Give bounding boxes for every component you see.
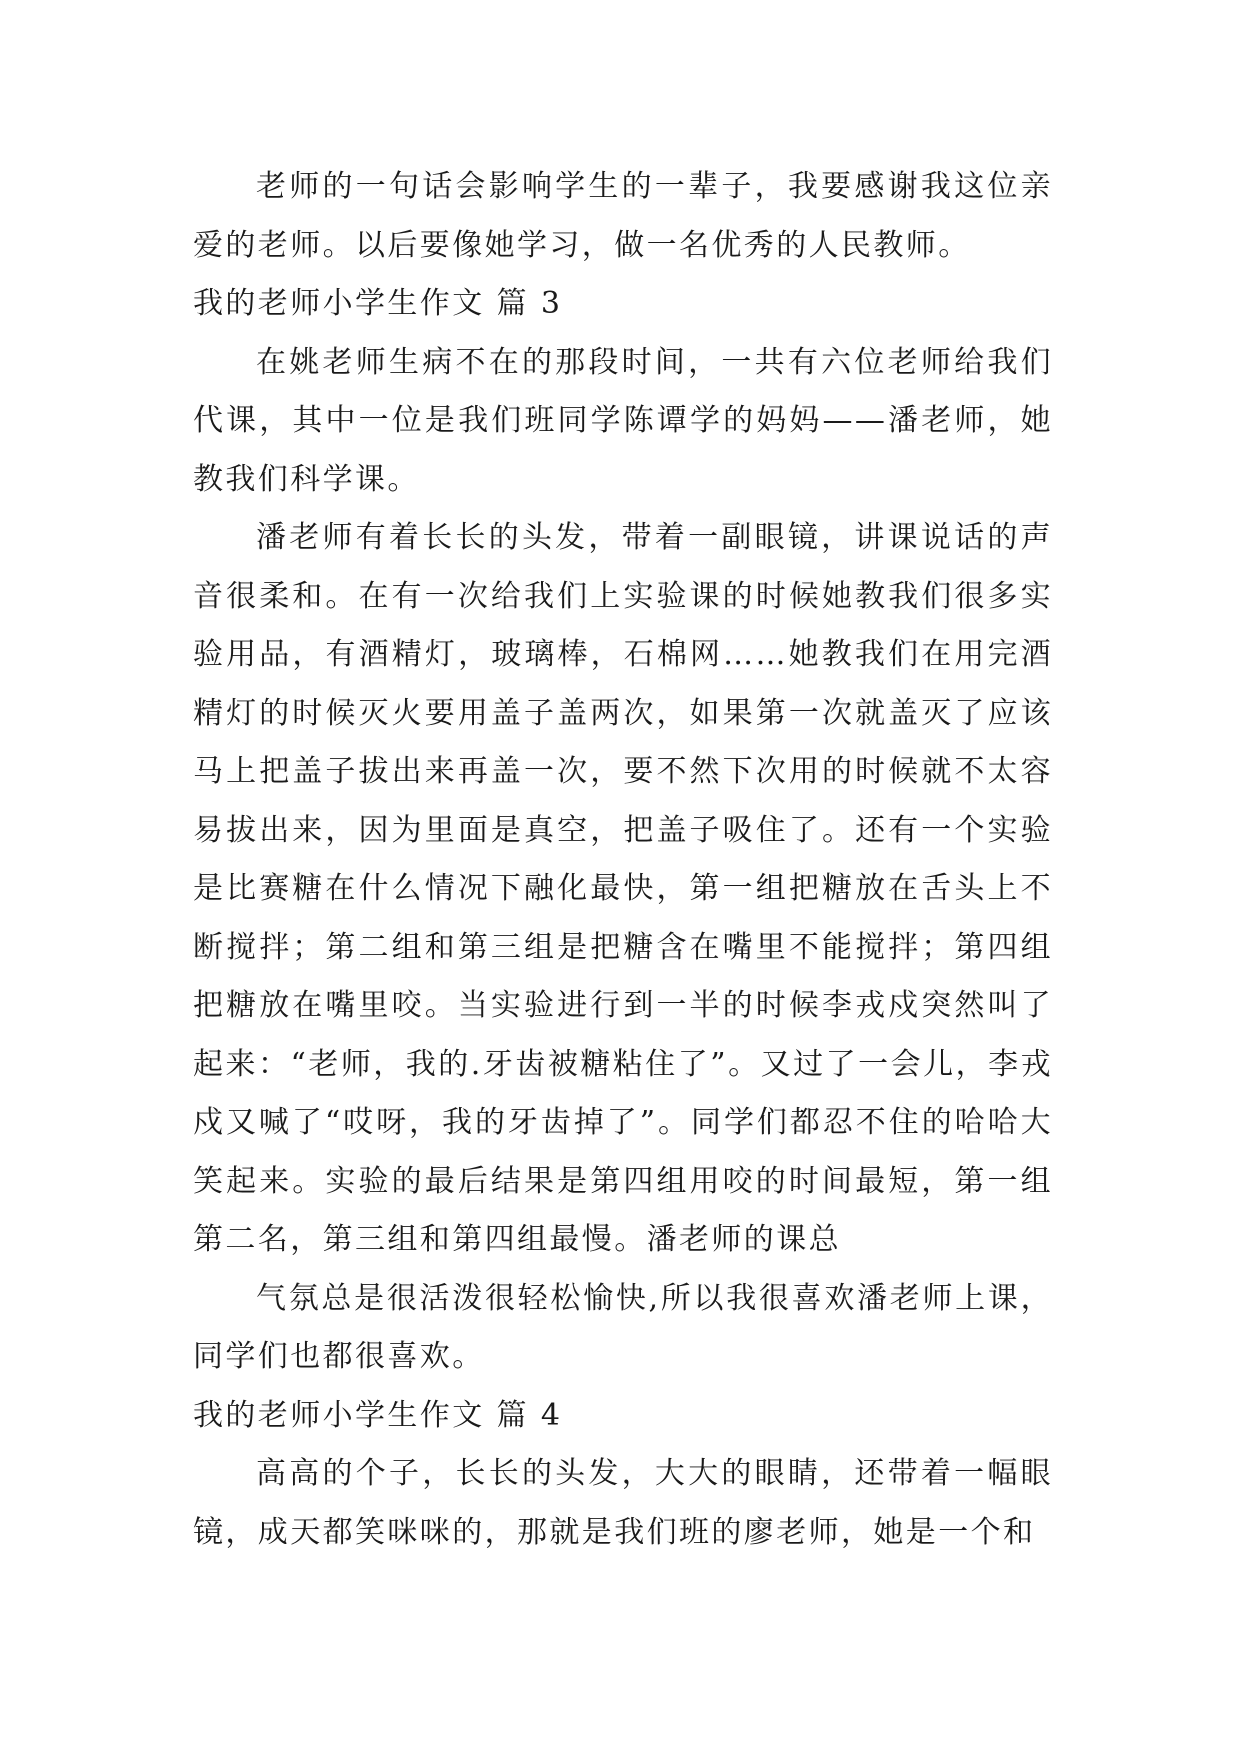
essay-heading: 我的老师小学生作文 篇 4 bbox=[193, 1397, 563, 1433]
paragraph: 在姚老师生病不在的那段时间，一共有六位老师给我们代课，其中一位是我们班同学陈谭学的妈妈——潘老师，她教我们科学课。 bbox=[193, 344, 1053, 497]
paragraph: 高高的个子，长长的头发，大大的眼睛，还带着一幅眼镜，成天都笑咪咪的，那就是我们班的廖老师，她是一个和 bbox=[193, 1456, 1053, 1550]
document-page bbox=[193, 158, 1053, 1562]
essay-heading: 我的老师小学生作文 篇 3 bbox=[193, 286, 563, 321]
paragraph: 潘老师有着长长的头发，带着一副眼镜，讲课说话的声音很柔和。在有一次给我们上实验课的时候她教我们很多实验用品，有酒精灯，玻璃棒，石棉网……她教我们在用完酒精灯的时候灭火要用盖子盖两次，如果第一次就盖灭了应该马上把盖子拔出来再盖一次，要不然下次用的时候就不太容易拔出来，因为里面是真空，把盖子吸住了。还有一个实验是比赛糖在什么情况下融化最快，第一组把糖放在舌头上不断搅拌；第二组和第三组是把糖含在嘴里不能搅拌；第四组把糖放在嘴里咬。当实验进行到一半的时候李戎戍突然叫了起来：“老师，我的.牙齿被糖粘住了”。又过了一会儿，李戎戍又喊了“哎呀，我的牙齿掉了”。同学们都忍不住的哈哈大笑起来。实验的最后结果是第四组用咬的时间最短，第一组第二名，第三组和第四组最慢。潘老师的课总 bbox=[193, 520, 1053, 1257]
paragraph: 气氛总是很活泼很轻松愉快,所以我很喜欢潘老师上课，同学们也都很喜欢。 bbox=[193, 1280, 1053, 1374]
paragraph: 老师的一句话会影响学生的一辈子，我要感谢我这位亲爱的老师。以后要像她学习，做一名优秀的人民教师。 bbox=[193, 169, 1053, 263]
